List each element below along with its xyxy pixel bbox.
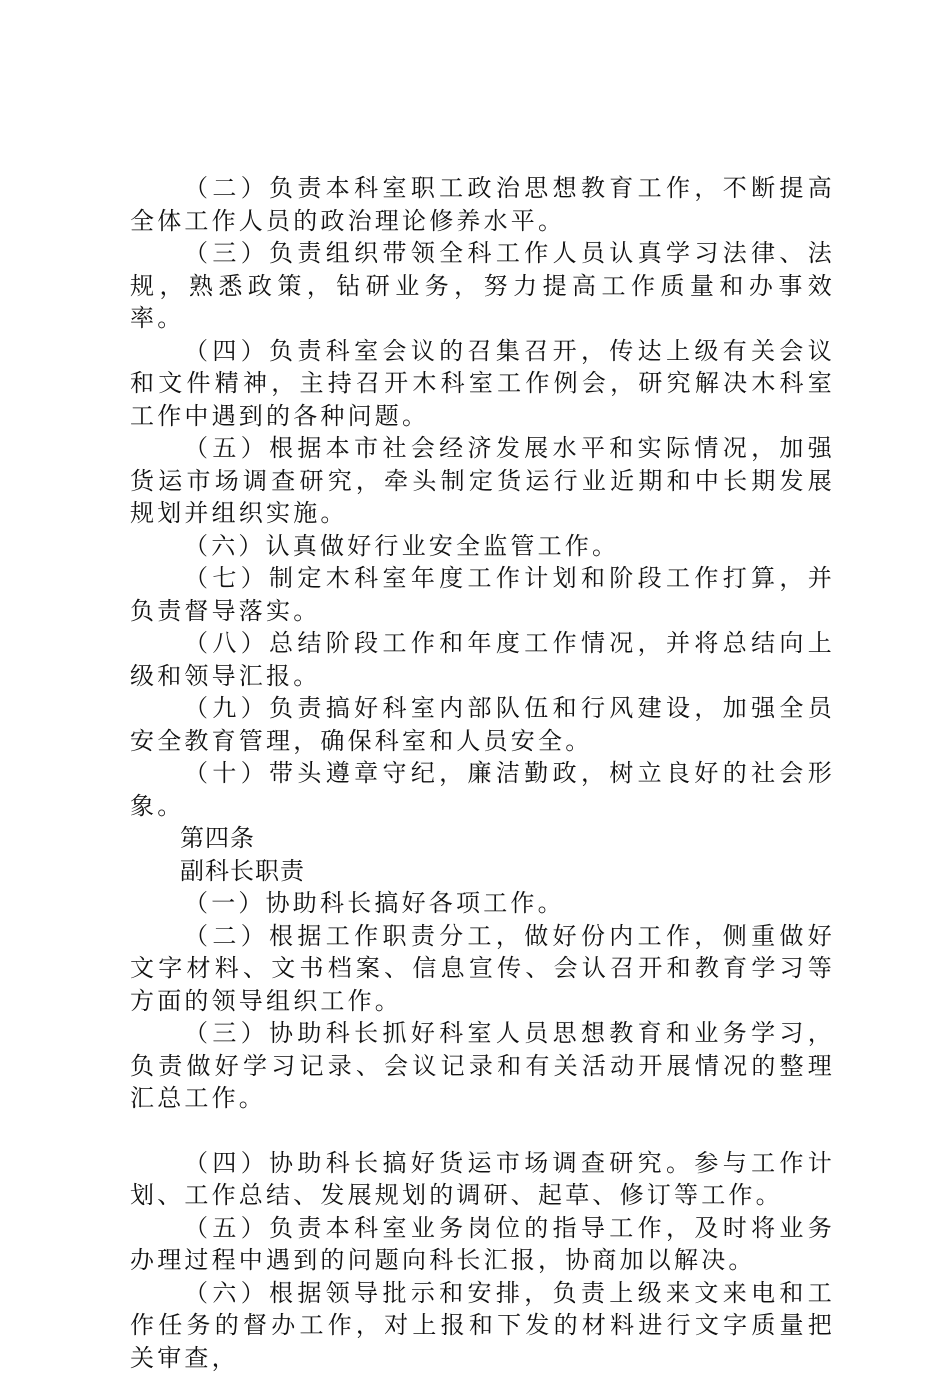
deputy-paragraph-1: （一）协助科长搞好各项工作。 [130, 887, 835, 920]
section-heading: 副科长职责 [130, 855, 835, 888]
deputy-paragraph-3: （三）协助科长抓好科室人员思想教育和业务学习，负责做好学习记录、会议记录和有关活动开展情况的整理汇总工作。 [130, 1017, 835, 1115]
paragraph-7: （七）制定木科室年度工作计划和阶段工作打算，并负责督导落实。 [130, 562, 835, 627]
paragraph-2: （二）负责本科室职工政治思想教育工作，不断提高全体工作人员的政治理论修养水平。 [130, 172, 835, 237]
paragraph-5: （五）根据本市社会经济发展水平和实际情况，加强货运市场调查研究，牵头制定货运行业近期和中长期发展规划并组织实施。 [130, 432, 835, 530]
paragraph-9: （九）负责搞好科室内部队伍和行风建设，加强全员安全教育管理，确保科室和人员安全。 [130, 692, 835, 757]
paragraph-gap [130, 1115, 835, 1147]
paragraph-10: （十）带头遵章守纪，廉洁勤政，树立良好的社会形象。 [130, 757, 835, 822]
paragraph-4: （四）负责科室会议的召集召开，传达上级有关会议和文件精神，主持召开木科室工作例会，研究解决木科室工作中遇到的各种问题。 [130, 335, 835, 433]
deputy-paragraph-2: （二）根据工作职责分工，做好份内工作，侧重做好文字材料、文书档案、信息宣传、会认召开和教育学习等方面的领导组织工作。 [130, 920, 835, 1018]
deputy-paragraph-5: （五）负责本科室业务岗位的指导工作，及时将业务办理过程中遇到的问题向科长汇报，协商加以解决。 [130, 1212, 835, 1277]
document-page [130, 172, 835, 1374]
paragraph-3: （三）负责组织带领全科工作人员认真学习法律、法规，熟悉政策，钻研业务，努力提高工作质量和办事效率。 [130, 237, 835, 335]
paragraph-6: （六）认真做好行业安全监管工作。 [130, 530, 835, 563]
article-heading: 第四条 [130, 822, 835, 855]
deputy-paragraph-4: （四）协助科长搞好货运市场调查研究。参与工作计划、工作总结、发展规划的调研、起草、修订等工作。 [130, 1147, 835, 1212]
deputy-paragraph-6: （六）根据领导批示和安排，负责上级来文来电和工作任务的督办工作，对上报和下发的材料进行文字质量把关审查， [130, 1277, 835, 1374]
paragraph-8: （八）总结阶段工作和年度工作情况，并将总结向上级和领导汇报。 [130, 627, 835, 692]
